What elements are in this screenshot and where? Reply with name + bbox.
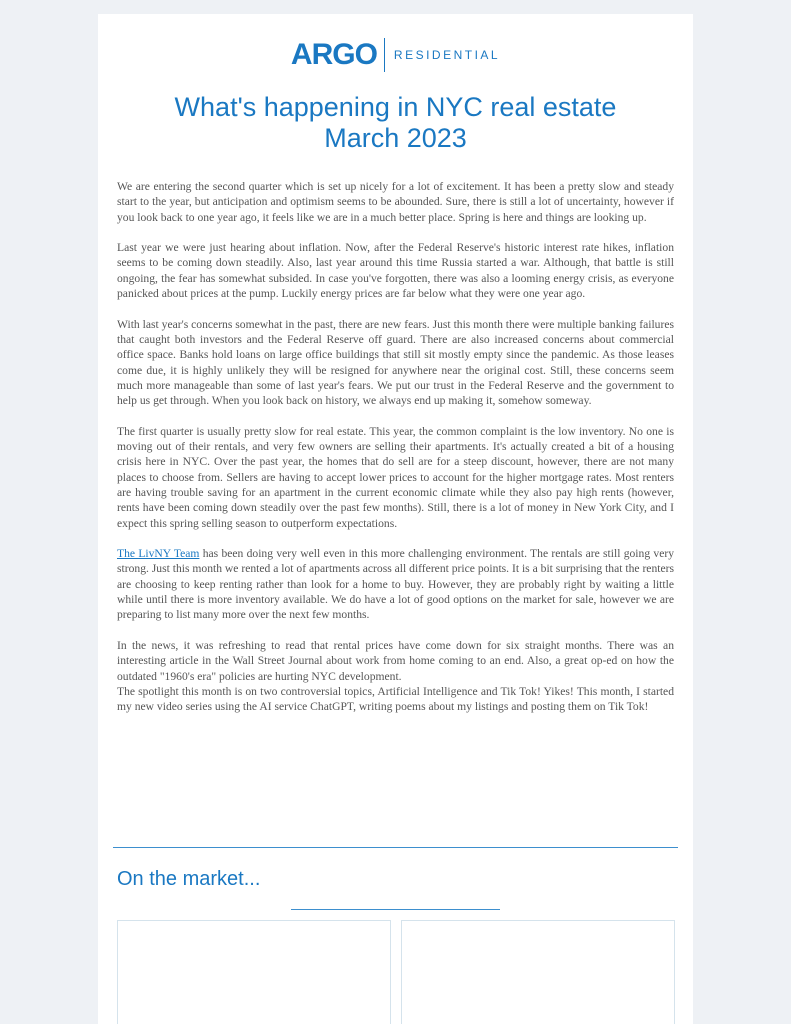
section-divider: [113, 847, 678, 848]
on-the-market-heading: On the market...: [117, 868, 261, 890]
newsletter-sheet: [98, 14, 693, 1024]
paragraph-new-fears: With last year's concerns somewhat in the past, there are new fears. Just this month there were multiple banking failures that caught both investors and the Federal Reserve off guard. There are also increased concerns about commercial office space. Banks hold loans on large office buildings that still sit mostly empty since the pandemic. As those leases come due, it is highly unlikely they will be resigned for anywhere near the original cost. Still, these concerns seem much more manageable than some of last year's fears. We put our trust in the Federal Reserve and the government to help us get through. When you look back on history, we always end up making it, somehow someway.: [117, 317, 674, 408]
logo-mark: ARGO: [290, 38, 377, 71]
newsletter-title: [98, 92, 693, 154]
paragraph-team: [117, 546, 674, 622]
heading-underline: [291, 909, 500, 910]
paragraph-first-quarter: The first quarter is usually pretty slow for real estate. This year, the common complaint is the low inventory. No one is moving out of their rentals, and very few owners are selling their apartments. It's actually created a bit of a housing crisis here in NYC. Over the past year, the homes that do sell are for a steep discount, however, there are not many places to choose from. Sellers are having to accept lower prices to account for the higher mortgage rates. Most renters are having trouble saving for an apartment in the current economic climate while they also pay high rents (however, rents have been coming down steadily over the past few months). Still, there is a lot of money in New York City, and I expect this spring selling season to outperform expectations.: [117, 424, 674, 530]
logo-divider: [384, 38, 385, 72]
listing-card[interactable]: [117, 920, 391, 1024]
title-line-1: What's happening in NYC real estate: [174, 92, 617, 122]
paragraph-spotlight: The spotlight this month is on two controversial topics, Artificial Intelligence and Tik Tok! Yikes! This month, I started my new video series using the AI service ChatGPT, writing poems about my listings and posting them on Tik Tok!: [117, 684, 674, 714]
argo-residential-logo[interactable]: [98, 37, 693, 73]
paragraph-team-text: has been doing very well even in this more challenging environment. The rentals are still going very strong. Just this month we rented a lot of apartments across all different price points. It is a bit surprising that the renters are choosing to keep renting rather than look for a home to buy. However, they are probably right by waiting a little while until there is more inventory available. We do have a lot of good options on the market for sale, however we are preparing to list many more over the next few months.: [117, 547, 675, 622]
paragraph-inflation: Last year we were just hearing about inflation. Now, after the Federal Reserve's historic interest rate hikes, inflation seems to be coming down steadily. Also, last year around this time Russia started a war. Although, that battle is still ongoing, the fear has somewhat subsided. In case you've forgotten, there was also a looming energy crisis, as everyone panicked about prices at the pump. Luckily energy prices are far below what they were one year ago.: [117, 241, 674, 301]
listing-card[interactable]: [401, 920, 675, 1024]
title-line-2: March 2023: [324, 123, 467, 153]
livny-team-link[interactable]: The LivNY Team: [117, 547, 200, 561]
paragraph-intro: We are entering the second quarter which is set up nicely for a lot of excitement. It has been a pretty slow and steady start to the year, but anticipation and optimism seems to be abounded. Sure, there is still a lot of uncertainty, however if you look back to one year ago, it feels like we are in a much better place. Spring is here and things are looking up.: [117, 180, 674, 224]
paragraph-news: In the news, it was refreshing to read that rental prices have come down for six straight months. There was an interesting article in the Wall Street Journal about work from home coming to an end. Also, a great op-ed on how the outdated "1960's era" policies are hurting NYC development.: [117, 638, 674, 683]
logo-subtitle: RESIDENTIAL: [393, 48, 501, 62]
article-body: [117, 179, 674, 730]
